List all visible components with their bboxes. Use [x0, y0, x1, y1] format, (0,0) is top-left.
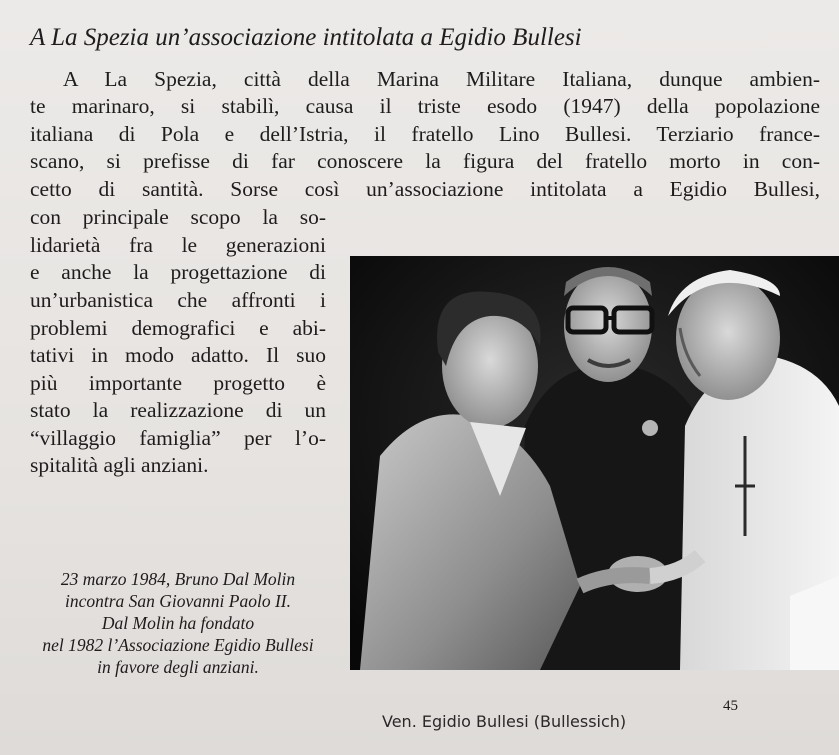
- body-line: stato la realizzazione di un: [30, 398, 326, 422]
- body-line: con principale scopo la so-: [30, 205, 326, 229]
- body-line: te marinaro, si stabilì, causa il triste esodo (1947) della popolazione: [30, 94, 820, 118]
- body-line: lidarietà fra le generazioni: [30, 233, 326, 257]
- body-line: scano, si prefisse di far conoscere la figura del fratello morto in con-: [30, 149, 820, 173]
- body-line: un’urbanistica che affronti i: [30, 288, 326, 312]
- body-line: italiana di Pola e dell’Istria, il fratello Lino Bullesi. Terziario france-: [30, 122, 820, 146]
- photo-caption-line: nel 1982 l’Associazione Egidio Bullesi: [42, 635, 314, 655]
- photo-caption-line: Dal Molin ha fondato: [101, 613, 255, 633]
- page-number: 45: [723, 698, 738, 714]
- body-line: cetto di santità. Sorse così un’associazione intitolata a Egidio Bullesi,: [30, 177, 820, 201]
- section-heading: A La Spezia un’associazione intitolata a Egidio Bullesi: [30, 24, 582, 51]
- body-line: tativi in modo adatto. Il suo: [30, 343, 326, 367]
- body-line: problemi demografici e abi-: [30, 316, 326, 340]
- photo-caption-line: 23 marzo 1984, Bruno Dal Molin: [60, 569, 296, 589]
- body-line: più importante progetto è: [30, 371, 326, 395]
- body-line: “villaggio famiglia” per l’o-: [30, 426, 326, 450]
- body-line: e anche la progettazione di: [30, 260, 326, 284]
- body-line: A La Spezia, città della Marina Militare Italiana, dunque ambien-: [63, 67, 820, 91]
- page-footer: Ven. Egidio Bullesi (Bullessich): [382, 712, 627, 731]
- photo-caption-line: in favore degli anziani.: [97, 657, 259, 677]
- black-and-white-photo: [350, 256, 839, 670]
- photo-caption-line: incontra San Giovanni Paolo II.: [64, 591, 291, 611]
- body-line: spitalità agli anziani.: [30, 453, 209, 477]
